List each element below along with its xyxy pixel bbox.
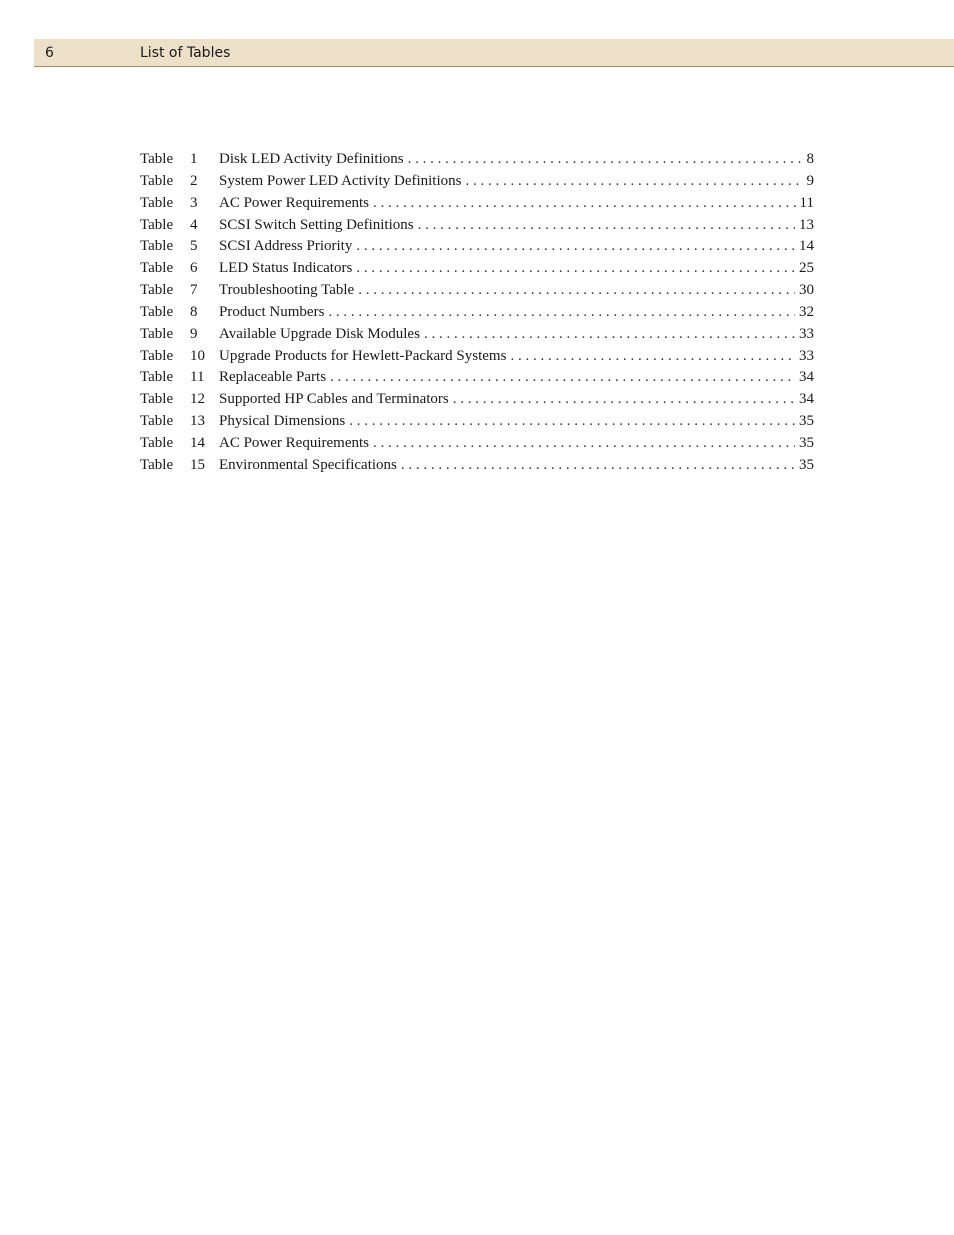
toc-entry-number: 4 — [190, 216, 198, 233]
dot-leader — [328, 302, 795, 322]
toc-entry-title: SCSI Switch Setting Definitions — [219, 216, 414, 233]
toc-entry-page: 8 — [806, 151, 814, 167]
toc-entry-number: 8 — [190, 303, 198, 320]
toc-entry[interactable] — [140, 171, 814, 193]
toc-entry-number: 13 — [190, 413, 205, 430]
dot-leader — [356, 258, 795, 278]
dot-leader — [373, 193, 796, 213]
toc-entry-page: 30 — [799, 282, 814, 299]
toc-entry-title: System Power LED Activity Definitions — [219, 172, 462, 189]
header-title: List of Tables — [140, 45, 231, 61]
toc-entry-number: 11 — [190, 369, 205, 386]
toc-entry-title: Available Upgrade Disk Modules — [219, 325, 420, 342]
dot-leader — [356, 236, 795, 256]
toc-entry-title: Environmental Specifications — [219, 456, 397, 473]
toc-entry-title: Disk LED Activity Definitions — [219, 151, 404, 167]
toc-entry[interactable] — [140, 149, 814, 171]
toc-entry-kind: Table — [140, 325, 174, 342]
toc-entry-number: 5 — [190, 238, 198, 255]
page-number: 6 — [45, 45, 54, 61]
toc-entry-number: 14 — [190, 434, 205, 451]
toc-entry-kind: Table — [140, 216, 174, 233]
toc-entry-kind: Table — [140, 347, 174, 364]
toc-entry-number: 9 — [190, 325, 198, 342]
toc-entry-kind: Table — [140, 303, 174, 320]
toc-entry-title: Product Numbers — [219, 303, 325, 320]
running-header — [34, 39, 954, 67]
toc-entry-kind: Table — [140, 260, 174, 277]
toc-entry-page: 25 — [799, 260, 814, 277]
toc-entry-page: 13 — [799, 216, 814, 233]
dot-leader — [510, 346, 795, 366]
toc-entry-number: 1 — [190, 151, 198, 167]
toc-entry-kind: Table — [140, 172, 174, 189]
toc-entry-kind: Table — [140, 282, 174, 299]
dot-leader — [424, 324, 795, 344]
toc-entry-kind: Table — [140, 194, 174, 211]
toc-entry-title: AC Power Requirements — [219, 194, 369, 211]
toc-entry[interactable] — [140, 389, 814, 411]
dot-leader — [401, 455, 795, 475]
toc-entry-title: Troubleshooting Table — [219, 282, 355, 299]
toc-entry-page: 35 — [799, 434, 814, 451]
toc-entry[interactable] — [140, 302, 814, 324]
dot-leader — [408, 149, 803, 169]
toc-entry-page: 34 — [799, 391, 814, 408]
toc-entry-title: LED Status Indicators — [219, 260, 353, 277]
list-of-tables — [140, 149, 814, 477]
toc-entry-page: 32 — [799, 303, 814, 320]
toc-entry-page: 33 — [799, 347, 814, 364]
toc-entry-kind: Table — [140, 238, 174, 255]
toc-entry[interactable] — [140, 367, 814, 389]
toc-entry-title: SCSI Address Priority — [219, 238, 353, 255]
toc-entry-page: 34 — [799, 369, 814, 386]
toc-entry-title: Replaceable Parts — [219, 369, 327, 386]
toc-entry-kind: Table — [140, 369, 174, 386]
toc-entry[interactable] — [140, 280, 814, 302]
toc-entry-title: Physical Dimensions — [219, 413, 346, 430]
toc-entry[interactable] — [140, 324, 814, 346]
dot-leader — [453, 389, 795, 409]
toc-entry-kind: Table — [140, 151, 174, 167]
toc-entry-number: 10 — [190, 347, 205, 364]
toc-entry-title: Upgrade Products for Hewlett-Packard Systems — [219, 347, 507, 364]
toc-entry[interactable] — [140, 193, 814, 215]
toc-entry-kind: Table — [140, 434, 174, 451]
toc-entry-page: 35 — [799, 456, 814, 473]
dot-leader — [358, 280, 795, 300]
toc-entry[interactable] — [140, 346, 814, 368]
toc-entry[interactable] — [140, 215, 814, 237]
dot-leader — [418, 215, 795, 235]
toc-entry-page: 33 — [799, 325, 814, 342]
toc-entry-page: 14 — [799, 238, 814, 255]
toc-entry-title: AC Power Requirements — [219, 434, 369, 451]
toc-entry-number: 7 — [190, 282, 198, 299]
toc-entry-kind: Table — [140, 413, 174, 430]
toc-entry-number: 3 — [190, 194, 198, 211]
dot-leader — [373, 433, 795, 453]
toc-entry[interactable] — [140, 236, 814, 258]
toc-entry[interactable] — [140, 433, 814, 455]
toc-entry-page: 9 — [806, 172, 814, 189]
dot-leader — [349, 411, 795, 431]
toc-entry[interactable] — [140, 455, 814, 477]
toc-entry-kind: Table — [140, 456, 174, 473]
dot-leader — [465, 171, 802, 191]
toc-entry-kind: Table — [140, 391, 174, 408]
dot-leader — [330, 367, 795, 387]
toc-entry-page: 35 — [799, 413, 814, 430]
toc-entry-page: 11 — [799, 194, 814, 211]
toc-entry[interactable] — [140, 411, 814, 433]
toc-entry-number: 15 — [190, 456, 205, 473]
toc-entry-number: 12 — [190, 391, 205, 408]
toc-entry-number: 2 — [190, 172, 198, 189]
toc-entry-title: Supported HP Cables and Terminators — [219, 391, 449, 408]
toc-entry[interactable] — [140, 258, 814, 280]
toc-entry-number: 6 — [190, 260, 198, 277]
